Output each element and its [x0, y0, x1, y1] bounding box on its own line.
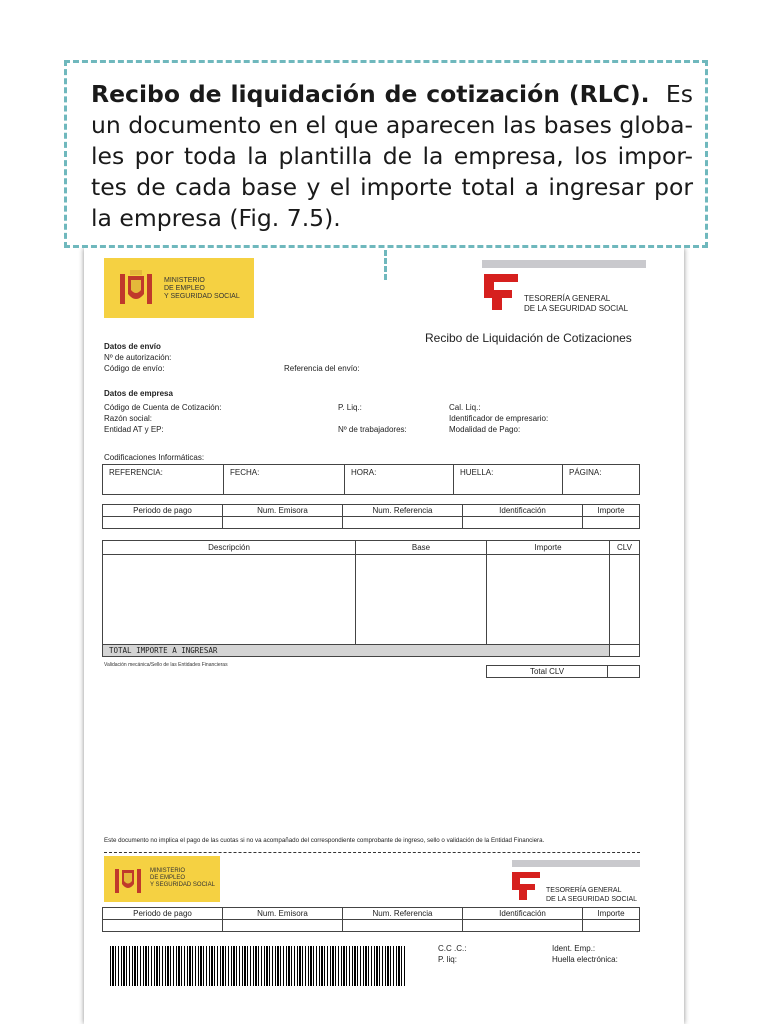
footer-pago-col-identificacion: Identificación — [463, 908, 583, 920]
validacion-note: Validación mecánica/Sello de las Entidades Financieras — [104, 662, 228, 668]
total-clv-label: Total CLV — [487, 666, 608, 678]
detalle-col-descripcion: Descripción — [103, 541, 356, 555]
rlc-document — [84, 248, 684, 1024]
ministry-name: MINISTERIO DE EMPLEO Y SEGURIDAD SOCIAL — [164, 277, 240, 300]
detalle-table — [102, 540, 640, 657]
empresa-ccc: Código de Cuenta de Cotización: — [104, 403, 222, 412]
footer-ident: Ident. Emp.: — [552, 944, 596, 953]
envio-codigo: Código de envío: — [104, 364, 165, 373]
footer-tgss-logo-icon — [510, 870, 542, 902]
codif-col-huella: HUELLA: — [454, 465, 563, 495]
footer-huella: Huella electrónica: — [552, 955, 618, 964]
callout-box — [64, 60, 708, 248]
total-importe-label: TOTAL IMPORTE A INGRESAR — [103, 645, 610, 657]
empresa-modalidad: Modalidad de Pago: — [449, 425, 521, 434]
footer-ccc: C.C .C.: — [438, 944, 467, 953]
empresa-razon: Razón social: — [104, 414, 153, 423]
callout-text — [91, 79, 693, 234]
document-title: Recibo de Liquidación de Cotizaciones — [425, 331, 632, 345]
footer-ministry-name: MINISTERIO DE EMPLEO Y SEGURIDAD SOCIAL — [150, 868, 215, 888]
footer-coat-of-arms-icon — [112, 864, 144, 896]
tgss-logo-icon — [482, 272, 520, 312]
footer-pago-table — [102, 907, 640, 932]
codif-col-referencia: REFERENCIA: — [103, 465, 224, 495]
empresa-entidad: Entidad AT y EP: — [104, 425, 164, 434]
codif-col-hora: HORA: — [345, 465, 454, 495]
footer-pliq: P. liq: — [438, 955, 457, 964]
footer-pago-col-emisora: Num. Emisora — [223, 908, 343, 920]
footer-pago-col-periodo: Periodo de pago — [103, 908, 223, 920]
envio-referencia: Referencia del envío: — [284, 364, 360, 373]
empresa-pliq: P. Liq.: — [338, 403, 362, 412]
barcode — [110, 946, 406, 986]
empresa-heading: Datos de empresa — [104, 389, 173, 398]
tgss-name: TESORERÍA GENERAL DE LA SEGURIDAD SOCIAL — [524, 294, 629, 313]
callout-body: Es un documento en el que aparecen las bases globa-les por toda la plantilla de la empresa, los impor-tes de cada base y el importe total a ingresar por la empresa (Fig. 7.5). — [91, 80, 693, 232]
coat-of-arms-icon — [116, 268, 156, 310]
pago-col-referencia: Num. Referencia — [343, 505, 463, 517]
footer-tgss-name: TESORERÍA GENERAL DE LA SEGURIDAD SOCIAL — [546, 887, 638, 903]
codif-col-fecha: FECHA: — [224, 465, 345, 495]
footer-ministry-logo — [104, 856, 220, 902]
footer-note: Este documento no implica el pago de las cuotas si no va acompañado del correspondiente comprobante de ingreso, sello o validación de la Entidad Financiera. — [104, 837, 545, 844]
pago-table — [102, 504, 640, 529]
pago-col-periodo: Periodo de pago — [103, 505, 223, 517]
footer-pago-col-referencia: Num. Referencia — [343, 908, 463, 920]
pago-col-importe: Importe — [583, 505, 640, 517]
empresa-identificador: Identificador de empresario: — [449, 414, 549, 423]
empresa-calliq: Cal. Liq.: — [449, 403, 481, 412]
footer-pago-col-importe: Importe — [583, 908, 640, 920]
callout-connector — [384, 250, 387, 280]
detalle-col-base: Base — [356, 541, 487, 555]
callout-title: Recibo de liquidación de cotización (RLC). — [91, 80, 650, 108]
footer-gray-bar — [512, 860, 640, 867]
detalle-col-importe: Importe — [487, 541, 610, 555]
ministry-logo — [104, 258, 254, 318]
envio-heading: Datos de envío — [104, 342, 161, 351]
detalle-col-clv: CLV — [610, 541, 640, 555]
pago-col-identificacion: Identificación — [463, 505, 583, 517]
cut-line — [104, 852, 640, 853]
total-clv-table — [486, 665, 640, 678]
codif-table — [102, 464, 640, 495]
codif-col-pagina: PÁGINA: — [563, 465, 640, 495]
pago-col-emisora: Num. Emisora — [223, 505, 343, 517]
empresa-trabajadores: Nº de trabajadores: — [338, 425, 407, 434]
envio-autorizacion: Nº de autorización: — [104, 353, 172, 362]
header-gray-bar — [482, 260, 646, 268]
codif-heading: Codificaciones Informáticas: — [104, 453, 205, 462]
